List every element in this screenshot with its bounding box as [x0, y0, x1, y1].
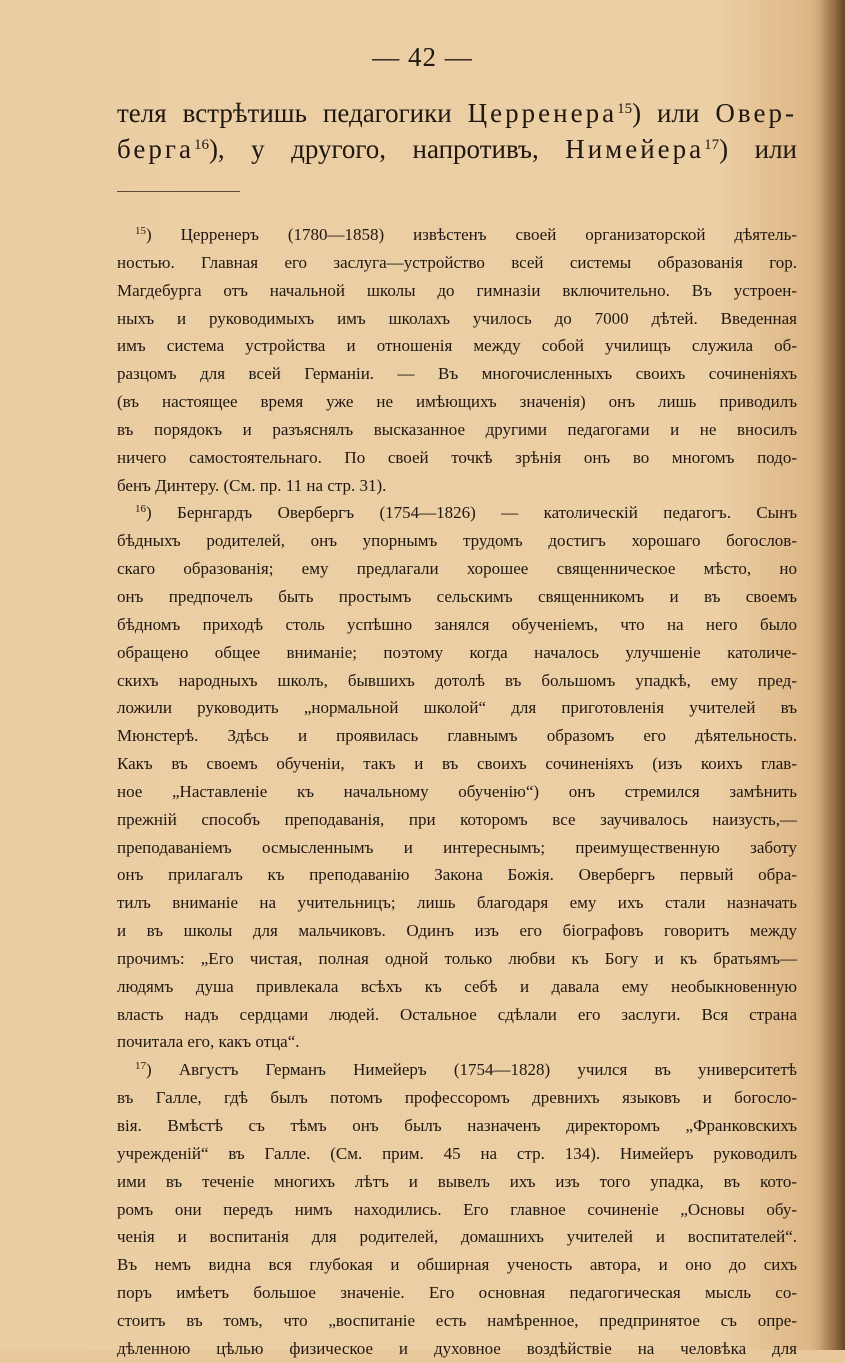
footnote-line: скаго образованія; ему предлагали хорошее священническое мѣсто, но [117, 559, 797, 579]
footnote-ref: 15 [617, 101, 633, 117]
spaced-name: Овер- [715, 98, 797, 128]
footnote-marker: 15 [135, 225, 146, 237]
main-text-line [117, 131, 797, 167]
footnote-text: ) Бернгардъ Овербергъ (1754—1826) — католическій педагогъ. Сынъ [146, 503, 797, 523]
footnote-line: бенъ Динтеру. (См. пр. 11 на стр. 31). [117, 475, 387, 495]
page-edge-shadow [819, 0, 845, 1350]
footnote-line: ничего самостоятельнаго. По своей точкѣ зрѣнія онъ во многомъ подо- [117, 447, 797, 467]
footnote-line: прежній способъ преподаванія, при которомъ все заучивалось наизусть,— [117, 809, 797, 829]
footnote-line: Мюнстерѣ. Здѣсь и проявилась главнымъ образомъ его дѣятельность. [117, 726, 797, 746]
footnote-marker: 17 [135, 1060, 146, 1073]
footnote-line: прочимъ: „Его чистая, полная одной только любви къ Богу и къ братьямъ— [117, 948, 797, 968]
footnote-line: людямъ душа привлекала всѣхъ къ себѣ и давала ему необыкновенную [117, 976, 797, 996]
footnote-line: Въ немъ видна вся глубокая и обширная ученость автора, и оно до сихъ [117, 1255, 797, 1275]
footnote-line: ныхъ и руководимыхъ имъ школахъ училось до 7000 дѣтей. Введенная [117, 308, 797, 328]
footnote-line: въ порядокъ и разъяснялъ высказанное другими педагогами и не вносилъ [117, 419, 797, 439]
footnote-15 [117, 221, 797, 499]
footnote-line: ими въ теченіе многихъ лѣтъ и вывелъ ихъ изъ того упадка, въ кото- [117, 1171, 797, 1191]
spaced-name: берга [117, 134, 194, 164]
footnote-line [117, 499, 797, 527]
spaced-name: Нимейера [565, 134, 705, 164]
footnote-line: власть надъ сердцами людей. Остальное сдѣлали его заслуги. Вся страна [117, 1004, 797, 1024]
footnote-line: ромъ они передъ нимъ находились. Его главное сочиненіе „Основы обу- [117, 1199, 797, 1219]
footnote-line: разцомъ для всей Германіи. — Въ многочисленныхъ своихъ сочиненіяхъ [117, 364, 797, 384]
footnote-line: обращено общее вниманіе; поэтому когда началось улучшеніе католиче- [117, 642, 797, 662]
footnote-line: онъ предпочелъ быть простымъ сельскимъ священникомъ и въ своемъ [117, 586, 797, 606]
footnotes [117, 221, 797, 1363]
footnote-line: стоитъ въ томъ, что „воспитаніе есть намѣренное, предпринятое съ опре- [117, 1310, 797, 1330]
footnote-line: Магдебурга отъ начальной школы до гимназіи включительно. Въ устроен- [117, 280, 797, 300]
footnote-text: ) Церренеръ (1780—1858) извѣстенъ своей организаторской дѣятель- [146, 225, 797, 244]
footnote-line: имъ система устройства и отношенія между собой училищъ служила об- [117, 336, 797, 356]
footnote-line: поръ имѣетъ большое значеніе. Его основная педагогическая мысль со- [117, 1283, 797, 1303]
footnote-line: скихъ народныхъ школъ, бывшихъ дотолѣ въ большомъ упадкѣ, ему пред- [117, 670, 797, 690]
footnote-text: ) Августъ Германъ Нимейеръ (1754—1828) учился въ университетѣ [146, 1060, 797, 1080]
footnote-line: (въ настоящее время уже не имѣющихъ значенія) онъ лишь приводилъ [117, 392, 797, 412]
footnote-line: ностью. Главная его заслуга—устройство всей системы образованія гор. [117, 252, 797, 272]
footnote-line: почитала его, какъ отца“. [117, 1032, 300, 1052]
footnote-line: ное „Наставленіе къ начальному обученію“) онъ стремился замѣнить [117, 781, 797, 801]
footnote-16 [117, 499, 797, 1056]
footnote-ref: 17 [704, 137, 720, 153]
footnote-line: ложили руководить „нормальной школой“ для приготовленія учителей въ [117, 698, 797, 718]
text-run: ), у другого, напротивъ, [208, 134, 566, 164]
footnote-line: учрежденій“ въ Галле. (См. прим. 45 на стр. 134). Нимейеръ руководилъ [117, 1143, 797, 1163]
footnote-ref: 16 [193, 137, 209, 153]
main-text-line [117, 95, 797, 131]
footnote-line: въ Галле, гдѣ былъ потомъ профессоромъ древнихъ языковъ и богосло- [117, 1088, 797, 1108]
footnote-17 [117, 1056, 797, 1362]
footnote-line: Какъ въ своемъ обученіи, такъ и въ своихъ сочиненіяхъ (изъ коихъ глав- [117, 754, 797, 774]
main-text [117, 95, 797, 167]
footnote-line [117, 1056, 797, 1084]
spaced-name: Церренера [467, 98, 618, 128]
text-run: ) или [632, 98, 716, 128]
footnote-line: преподаваніемъ осмысленнымъ и интереснымъ; преимущественную заботу [117, 837, 797, 857]
footnote-line: бѣдныхъ родителей, онъ упорнымъ трудомъ достигъ хорошаго богослов- [117, 531, 797, 551]
footnote-marker: 16 [135, 503, 146, 516]
text-run: теля встрѣтишь педагогики [117, 98, 468, 128]
footnote-separator [117, 191, 240, 192]
footnote-line: вія. Вмѣстѣ съ тѣмъ онъ былъ назначенъ директоромъ „Франковскихъ [117, 1116, 797, 1135]
footnote-line: онъ прилагалъ къ преподаванію Закона Божія. Овербергъ первый обра- [117, 865, 797, 885]
footnote-line: и въ школы для мальчиковъ. Одинъ изъ его біографовъ говоритъ между [117, 921, 797, 941]
footnote-line: бѣдномъ приходѣ столь успѣшно занялся обученіемъ, что на него было [117, 614, 797, 634]
page-number: — 42 — [372, 42, 473, 72]
footnote-line: ченія и воспитанія для родителей, домашнихъ учителей и воспитателей“. [117, 1227, 797, 1247]
text-run: ) или [719, 134, 797, 164]
footnote-line: тилъ вниманіе на учительницъ; лишь благодаря ему ихъ стали назначать [117, 893, 797, 913]
footnote-line [117, 221, 797, 249]
footnote-line: дѣленною цѣлью физическое и духовное воздѣйствіе на человѣка для [117, 1338, 797, 1358]
